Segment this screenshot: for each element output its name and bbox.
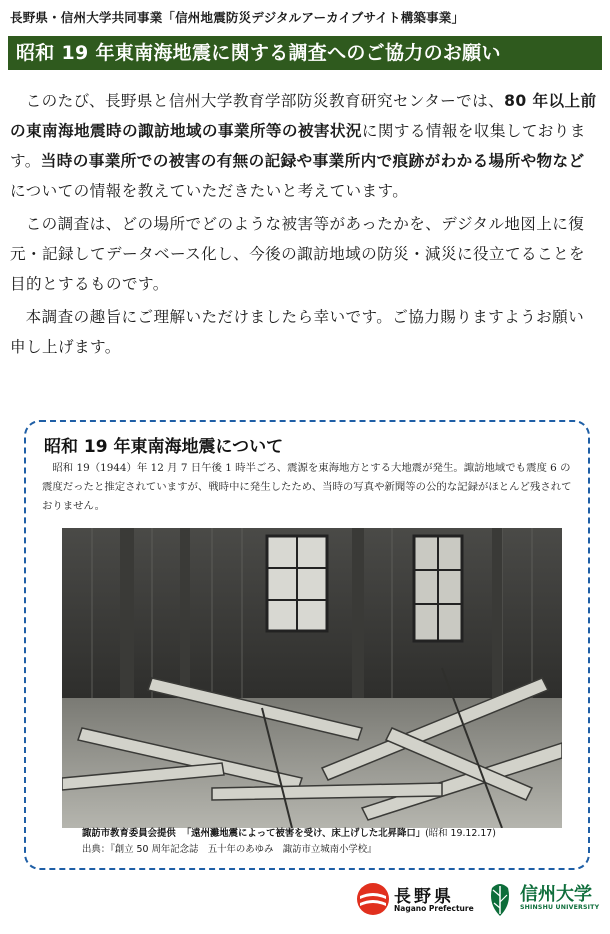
nagano-name: 長野県 bbox=[394, 887, 454, 907]
caption-title: 「遠州灘地震によって被害を受け、床上げした北昇降口」 bbox=[181, 828, 426, 839]
caption-line-1 bbox=[82, 826, 582, 842]
project-header: 長野県・信州大学共同事業「信州地震防災デジタルアーカイブサイト構築事業」 bbox=[10, 10, 465, 25]
caption-date: (昭和 19.12.17) bbox=[425, 828, 496, 839]
logo-footer bbox=[0, 874, 610, 934]
p1-text-c: についての情報を教えていただきたいと考えています。 bbox=[10, 182, 409, 200]
earthquake-info-box bbox=[24, 420, 590, 870]
nagano-english: Nagano Prefecture bbox=[394, 904, 474, 913]
paragraph-1 bbox=[10, 86, 600, 206]
nagano-emblem-icon bbox=[356, 882, 390, 916]
body-text bbox=[10, 86, 600, 365]
p1-highlight-1: 80 年以上前の東南海地震時の諏訪地域の事業所等の被害状況 bbox=[10, 92, 597, 140]
info-box-title: 昭和 19 年東南海地震について bbox=[44, 437, 284, 457]
page-title: 昭和 19 年東南海地震に関する調査へのご協力のお願い bbox=[8, 36, 602, 70]
shinshu-university-logo bbox=[484, 876, 604, 922]
caption-provider: 諏訪市教育委員会提供 bbox=[82, 828, 176, 839]
p1-highlight-2: 当時の事業所での被害の有無の記録や事業所内で痕跡がわかる場所や物など bbox=[40, 152, 585, 170]
nagano-prefecture-logo bbox=[354, 880, 474, 920]
damage-photo-illustration bbox=[62, 528, 562, 828]
shinshu-english: SHINSHU UNIVERSITY bbox=[520, 904, 600, 911]
p1-text-a: このたび、長野県と信州大学教育学部防災教育研究センターでは、 bbox=[25, 92, 505, 110]
damage-photo bbox=[62, 528, 562, 828]
shinshu-name: 信州大学 bbox=[520, 884, 592, 905]
info-box-description: 昭和 19（1944）年 12 月 7 日午後 1 時半ごろ、震源を東海地方とする大地震が発生。諏訪地域でも震度 6 の震度だったと推定されていますが、戦時中に発生したため、当時の写真や新聞等の公的な記録がほとんど残されておりません。 bbox=[42, 462, 572, 512]
caption-source: 出典：『創立 50 周年記念誌 五十年のあゆみ 諏訪市立城南小学校』 bbox=[82, 844, 377, 855]
p1-text-b: に関する情報を収集しております。 bbox=[10, 122, 586, 170]
paragraph-2: この調査は、どの場所でどのような被害等があったかを、デジタル地図上に復元・記録してデータベース化し、今後の諏訪地域の防災・減災に役立てることを目的とするものです。 bbox=[10, 215, 585, 293]
photo-caption bbox=[82, 826, 582, 858]
shinshu-leaf-icon bbox=[484, 878, 516, 918]
paragraph-3: 本調査の趣旨にご理解いただけましたら幸いです。ご協力賜りますようお願い申し上げます。 bbox=[10, 308, 585, 356]
